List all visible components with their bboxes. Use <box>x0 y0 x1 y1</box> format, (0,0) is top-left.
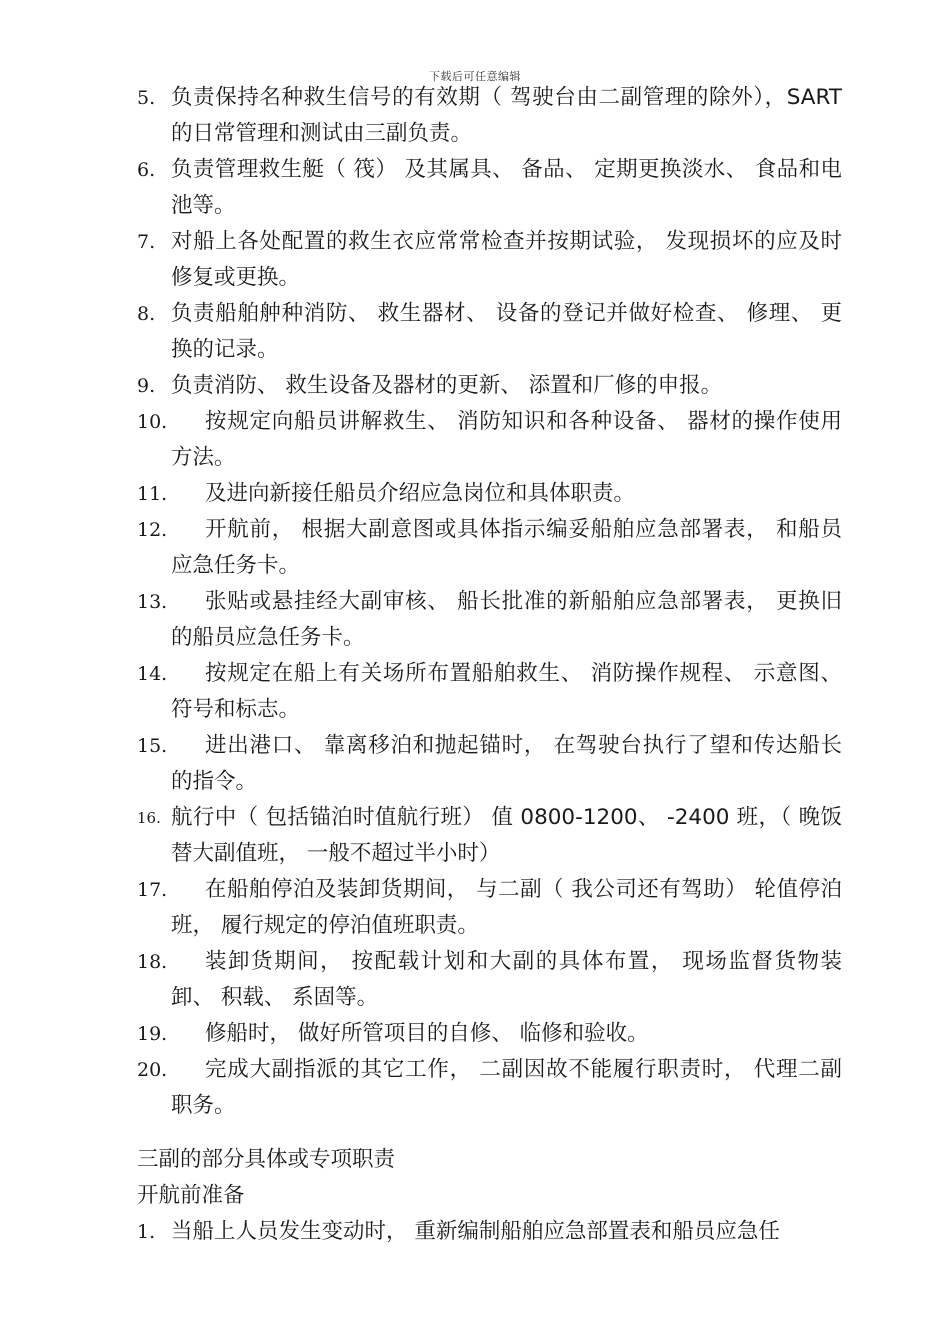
item-number: 14. <box>137 663 168 685</box>
item-text: 对船上各处配置的救生衣应常常检查并按期试验， 发现损坏的应及时修复或更换。 <box>171 229 842 290</box>
list-item <box>137 728 842 800</box>
item-text: 修船时， 做好所管项目的自修、 临修和验收。 <box>205 1021 649 1046</box>
list-item <box>137 224 842 296</box>
item-number: 11. <box>137 483 168 505</box>
item-text: 负责船舶舯种消防、 救生器材、 设备的登记并做好检查、 修理、 更换的记录。 <box>171 301 842 362</box>
list-item <box>137 872 842 944</box>
item-text: 装卸货期间， 按配载计划和大副的具体布置， 现场监督货物装卸、 积载、 系固等。 <box>171 949 842 1010</box>
item-number: 5. <box>137 87 156 109</box>
item-text: 航行中（ 包括锚泊时值航行班） 值 0800-1200、 -2400 班，（ 晚饭替大副值班， 一般不超过半小时） <box>171 805 842 866</box>
item-number: 7. <box>137 231 156 253</box>
item-number: 10. <box>137 411 168 433</box>
item-text: 开航前， 根据大副意图或具体指示编妥船舶应急部署表， 和船员应急任务卡。 <box>171 517 842 578</box>
list-item <box>137 1052 842 1124</box>
item-number: 12. <box>137 519 168 541</box>
section-spacer <box>137 1124 842 1142</box>
list-item <box>137 800 842 872</box>
item-text: 完成大副指派的其它工作， 二副因故不能履行职责时， 代理二副职务。 <box>171 1057 842 1118</box>
item-text: 按规定向船员讲解救生、 消防知识和各种设备、 器材的操作使用方法。 <box>171 409 842 470</box>
section-subtitle: 开航前准备 <box>137 1183 245 1208</box>
item-number: 8. <box>137 303 156 325</box>
item-number: 20. <box>137 1059 168 1081</box>
item-number: 1. <box>137 1221 156 1243</box>
list-item <box>137 512 842 584</box>
list-item <box>137 404 842 476</box>
item-text: 进出港口、 靠离移泊和抛起锚时， 在驾驶台执行了望和传达船长的指令。 <box>171 733 842 794</box>
item-text: 及进向新接任船员介绍应急岗位和具体职责。 <box>205 481 636 506</box>
list-item <box>137 656 842 728</box>
list-item <box>137 584 842 656</box>
item-number: 18. <box>137 951 168 973</box>
section-title: 三副的部分具体或专项职责 <box>137 1147 396 1172</box>
list-item <box>137 1214 842 1250</box>
item-text: 负责管理救生艇（ 筏） 及其属具、 备品、 定期更换淡水、 食品和电池等。 <box>171 157 842 218</box>
item-text: 负责消防、 救生设备及器材的更新、 添置和厂修的申报。 <box>171 373 723 398</box>
item-number: 16. <box>137 809 161 827</box>
item-number: 15. <box>137 735 168 757</box>
document-body <box>137 80 842 1250</box>
item-text: 负责保持名种救生信号的有效期（ 驾驶台由二副管理的除外），SART 的日常管理和测试由三副负责。 <box>171 85 842 146</box>
list-item <box>137 80 842 152</box>
item-number: 6. <box>137 159 156 181</box>
item-number: 19. <box>137 1023 168 1045</box>
page-header-note: 下载后可任意编辑 <box>429 70 521 83</box>
item-number: 17. <box>137 879 168 901</box>
item-number: 9. <box>137 375 156 397</box>
list-item <box>137 1016 842 1052</box>
list-item <box>137 944 842 1016</box>
item-text: 按规定在船上有关场所布置船舶救生、 消防操作规程、 示意图、 符号和标志。 <box>171 661 842 722</box>
list-item <box>137 476 842 512</box>
item-text: 在船舶停泊及装卸货期间， 与二副（ 我公司还有驾助） 轮值停泊班， 履行规定的停泊值班职责。 <box>171 877 842 938</box>
list-item <box>137 368 842 404</box>
list-item <box>137 296 842 368</box>
item-text: 张贴或悬挂经大副审核、 船长批准的新船舶应急部署表， 更换旧的船员应急任务卡。 <box>171 589 842 650</box>
item-text: 当船上人员发生变动时， 重新编制船舶应急部置表和船员应急任 <box>171 1219 780 1244</box>
item-number: 13. <box>137 591 168 613</box>
list-item <box>137 152 842 224</box>
